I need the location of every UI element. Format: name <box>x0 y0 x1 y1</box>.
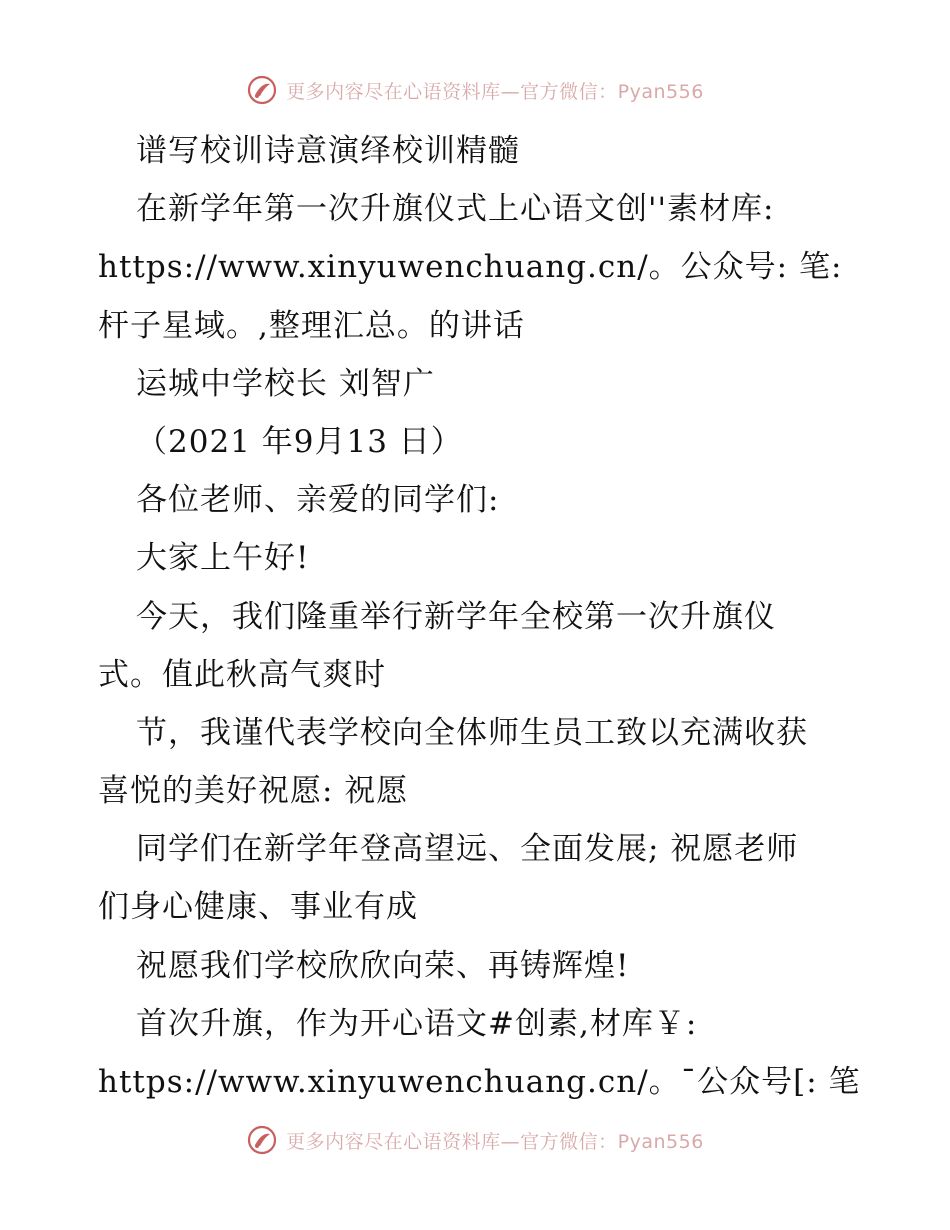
document-line: （2021 年9月13 日） <box>136 423 463 460</box>
document-line: 们身心健康、事业有成 <box>98 889 418 926</box>
watermark-header <box>0 70 950 110</box>
watermark-text: 更多内容尽在心语资料库—官方微信：Pyan556 <box>286 1130 704 1153</box>
document-line: 大家上午好! <box>136 540 310 577</box>
document-line: 今天，我们隆重举行新学年全校第一次升旗仪 <box>136 598 776 635</box>
document-body <box>98 122 861 1111</box>
document-line: 祝愿我们学校欣欣向荣、再铸辉煌! <box>136 947 630 984</box>
document-line: 喜悦的美好祝愿: 祝愿 <box>98 773 409 810</box>
brush-logo-icon <box>246 74 278 106</box>
document-line: 首次升旗，作为开心语文#创素,材库￥: <box>136 1005 698 1042</box>
document-line: 节，我谨代表学校向全体师生员工致以充满收获 <box>136 714 808 751</box>
document-line: 杆子星域。,整理汇总。的讲话 <box>98 307 525 344</box>
document-line: 式。值此秋高气爽时 <box>98 656 386 693</box>
document-line: https://www.xinyuwenchuang.cn/。¯公众号[: 笔 <box>98 1064 861 1100</box>
document-line: 运城中学校长 刘智广 <box>136 365 435 402</box>
document-line: 在新学年第一次升旗仪式上心语文创''素材库: <box>136 191 775 228</box>
watermark-footer <box>0 1120 950 1160</box>
document-line: 各位老师、亲爱的同学们: <box>136 482 500 519</box>
document-line: 谱写校训诗意演绎校训精髓 <box>136 133 520 169</box>
document-line: 同学们在新学年登高望远、全面发展; 祝愿老师 <box>136 831 799 868</box>
brush-logo-icon <box>246 1124 278 1156</box>
document-line: https://www.xinyuwenchuang.cn/。公众号: 笔: <box>98 249 843 286</box>
watermark-text: 更多内容尽在心语资料库—官方微信：Pyan556 <box>286 80 704 103</box>
